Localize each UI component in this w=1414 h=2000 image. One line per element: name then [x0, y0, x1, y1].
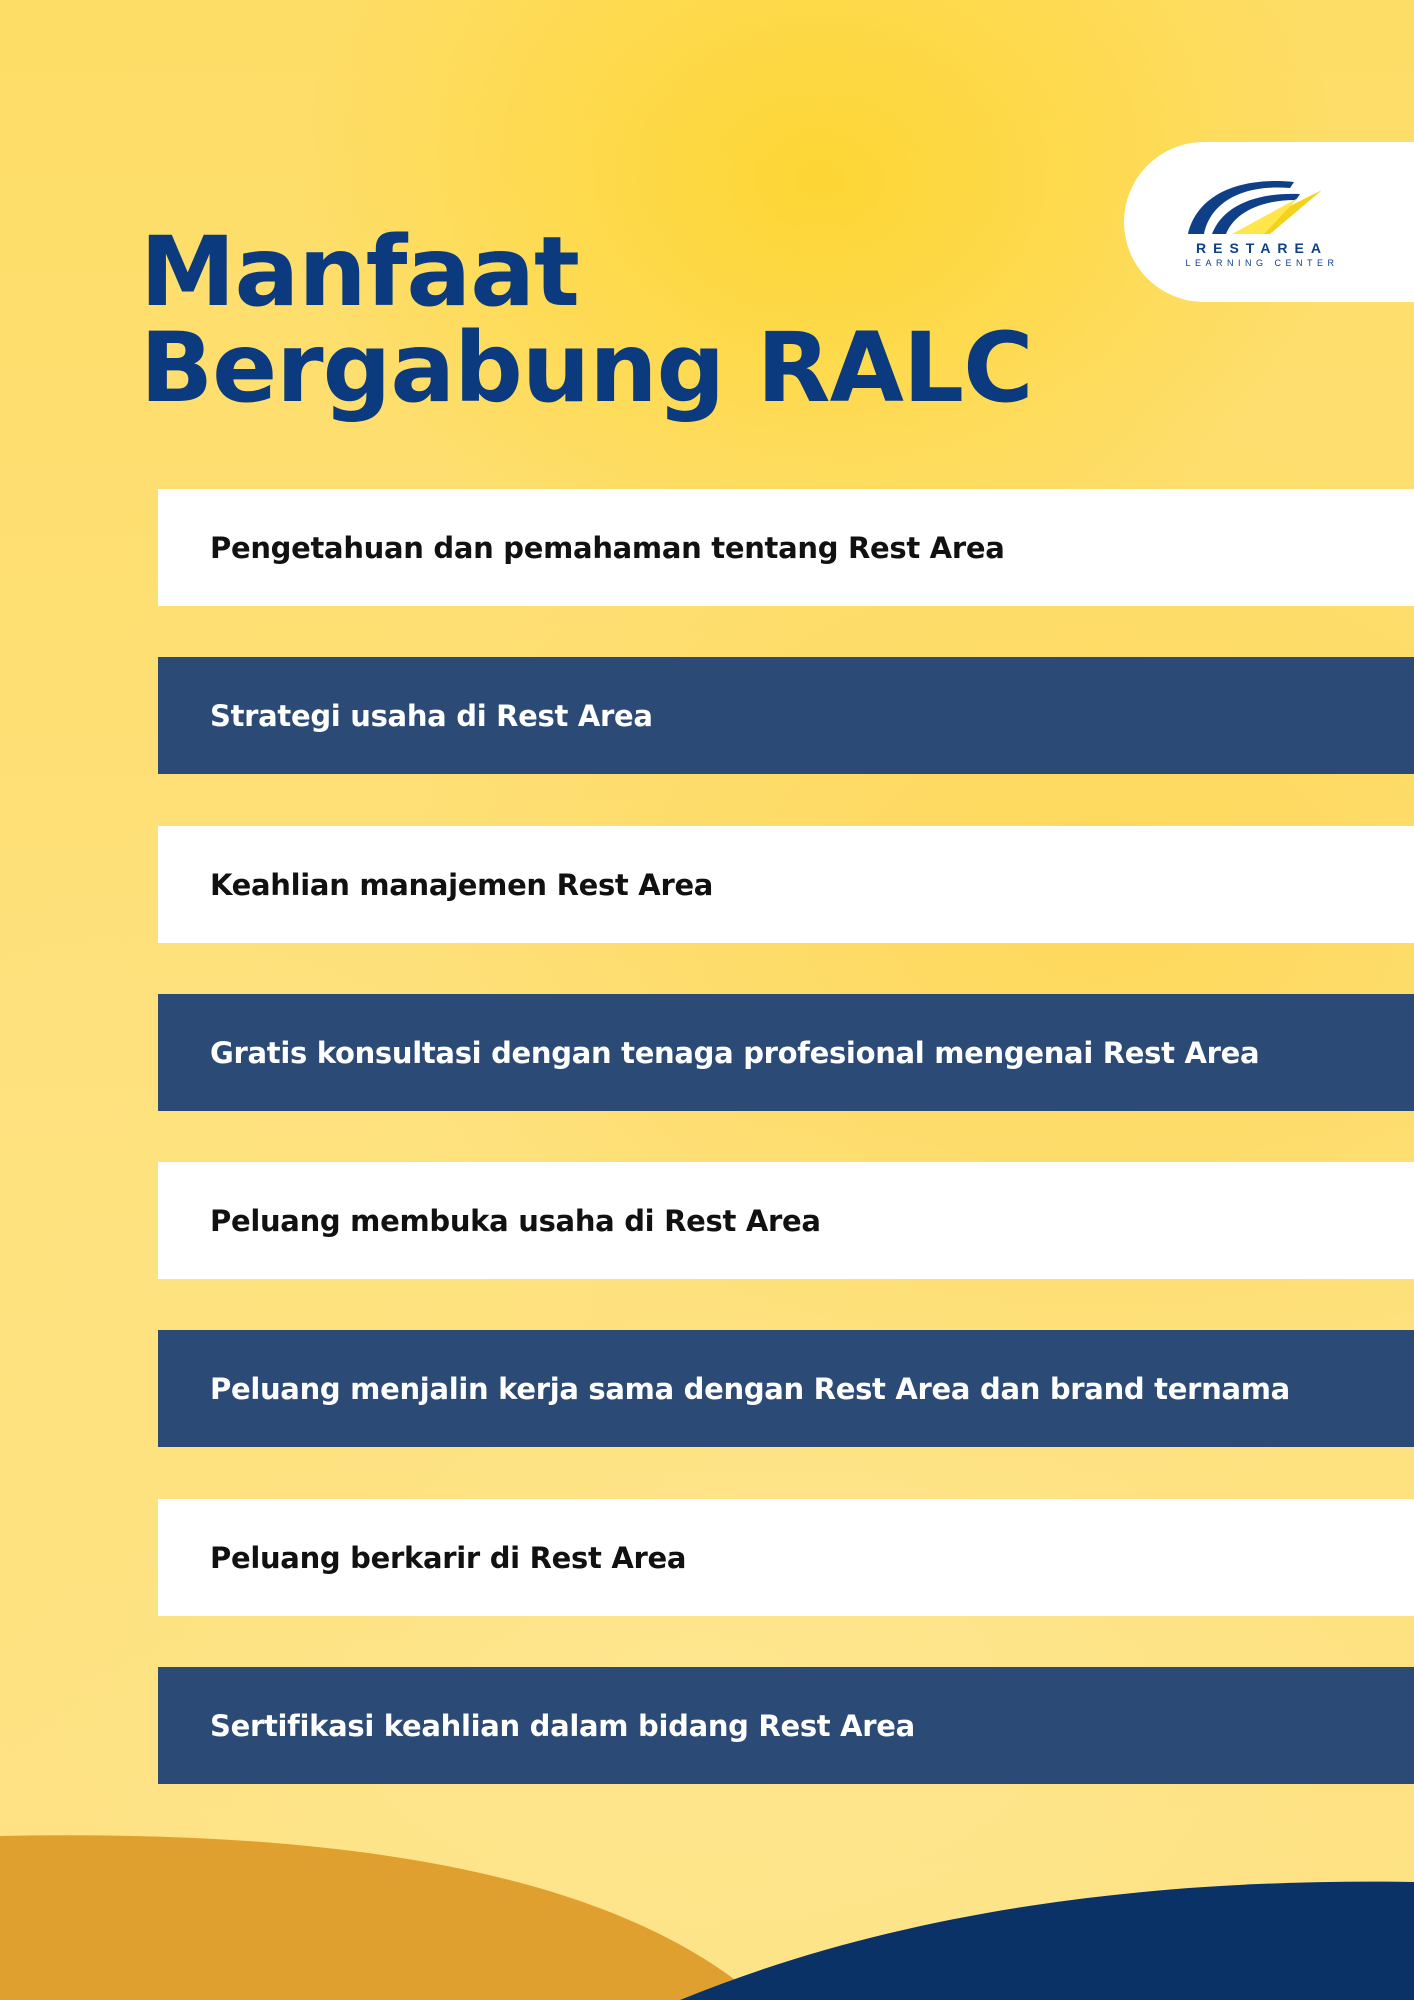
page-title — [140, 216, 1033, 424]
logo-subtitle: LEARNING CENTER — [1185, 258, 1339, 268]
logo-wordmark: RESTAREA — [1196, 240, 1328, 256]
benefit-item: Peluang berkarir di Rest Area — [158, 1499, 1414, 1616]
benefit-item: Sertifikasi keahlian dalam bidang Rest Area — [158, 1667, 1414, 1784]
benefit-item: Peluang menjalin kerja sama dengan Rest Area dan brand ternama — [158, 1330, 1414, 1447]
title-line-2: Bergabung RALC — [140, 312, 1033, 424]
title-line-1: Manfaat — [140, 216, 579, 328]
benefit-item: Peluang membuka usaha di Rest Area — [158, 1162, 1414, 1279]
benefit-item: Keahlian manajemen Rest Area — [158, 826, 1414, 943]
benefit-item: Strategi usaha di Rest Area — [158, 657, 1414, 774]
restarea-logo-icon — [1174, 168, 1324, 238]
benefit-item: Gratis konsultasi dengan tenaga profesional mengenai Rest Area — [158, 994, 1414, 1111]
navy-wave — [680, 1882, 1414, 2000]
logo-badge — [1124, 142, 1414, 302]
benefit-item: Pengetahuan dan pemahaman tentang Rest Area — [158, 489, 1414, 606]
orange-wave — [0, 1835, 760, 2000]
bottom-waves — [0, 1820, 1414, 2000]
